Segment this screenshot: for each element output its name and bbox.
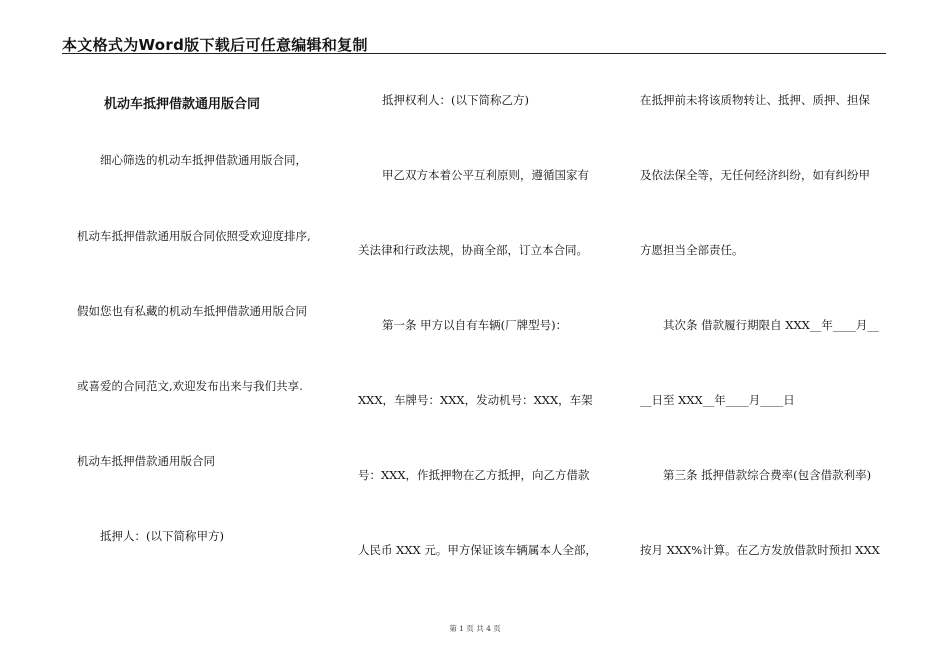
- paragraph-line: 按月 XXX%计算。在乙方发放借款时预扣 XXX: [640, 543, 880, 557]
- paragraph-line: 第三条 抵押借款综合费率(包含借款利率): [663, 468, 872, 482]
- paragraph-line: 关法律和行政法规，协商全部，订立本合同。: [358, 243, 588, 257]
- header-divider: [62, 53, 886, 54]
- paragraph-line: 人民币 XXX 元。甲方保证该车辆属本人全部，: [358, 543, 597, 557]
- paragraph-line: 方愿担当全部责任。: [640, 243, 744, 257]
- paragraph-line: 机动车抵押借款通用版合同依照受欢迎度排序,: [77, 229, 311, 243]
- paragraph-line: 机动车抵押借款通用版合同: [77, 454, 215, 468]
- document-title: 机动车抵押借款通用版合同: [104, 97, 261, 112]
- paragraph-line: 细心筛选的机动车抵押借款通用版合同，: [100, 153, 307, 167]
- paragraph-line: 号：XXX，作抵押物在乙方抵押，向乙方借款: [358, 468, 590, 482]
- paragraph-line: 甲乙双方本着公平互利原则，遵循国家有: [382, 168, 589, 182]
- paragraph-line: 在抵押前未将该质物转让、抵押、质押、担保: [640, 93, 870, 107]
- paragraph-line: 抵押人：(以下简称甲方): [100, 529, 224, 543]
- paragraph-line: 及依法保全等，无任何经济纠纷，如有纠纷甲: [640, 168, 870, 182]
- document-header-banner: 本文格式为Word版下载后可任意编辑和复制: [62, 36, 368, 54]
- page-number-footer: 第 1 页 共 4 页: [449, 624, 501, 633]
- paragraph-line: 或喜爱的合同范文,欢迎发布出来与我们共享.: [77, 379, 303, 393]
- paragraph-line: 假如您也有私藏的机动车抵押借款通用版合同: [77, 304, 307, 318]
- paragraph-line: XXX，车牌号：XXX，发动机号：XXX，车架: [358, 393, 593, 407]
- paragraph-line: 第一条 甲方以自有车辆(厂牌型号)：: [382, 318, 568, 332]
- paragraph-line: __日至 XXX__年____月____日: [640, 393, 795, 407]
- paragraph-line: 其次条 借款履行期限自 XXX__年____月__: [663, 318, 879, 332]
- paragraph-line: 抵押权利人：(以下简称乙方): [382, 93, 529, 107]
